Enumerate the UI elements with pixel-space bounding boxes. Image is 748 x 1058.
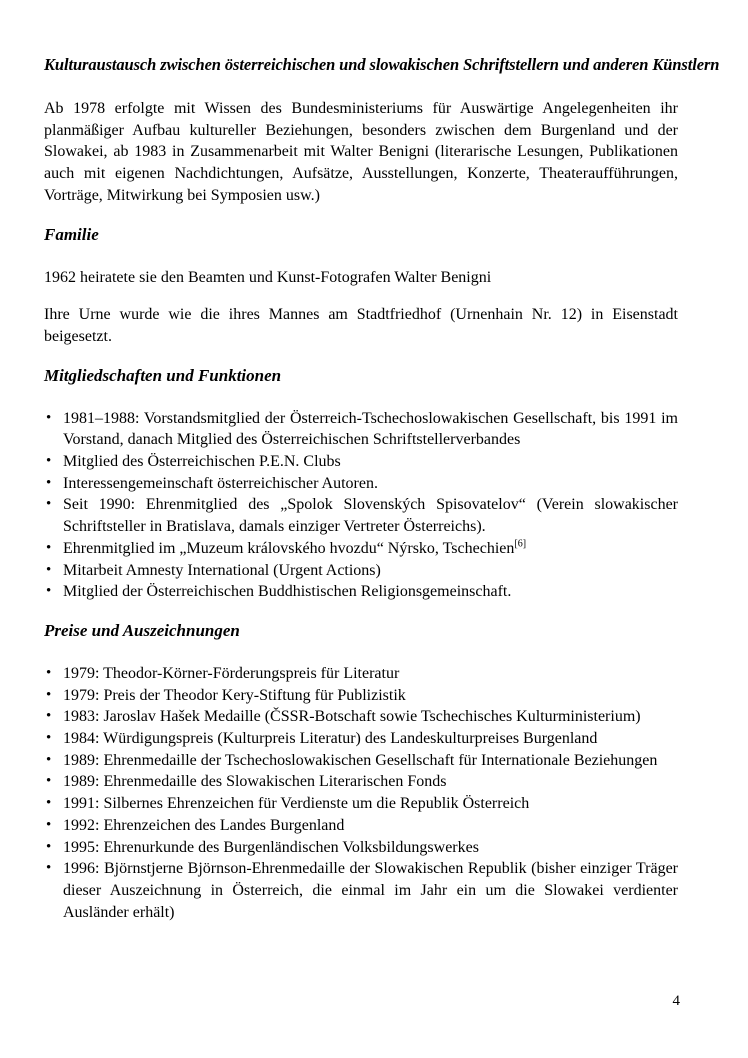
paragraph-familie-heirat: 1962 heiratete sie den Beamten und Kunst-Fotografen Walter Benigni	[44, 268, 492, 286]
list-item-text: 1989: Ehrenmedaille des Slowakischen Literarischen Fonds	[63, 773, 447, 791]
list-item-text: 1989: Ehrenmedaille der Tschechoslowakischen Gesellschaft für Internationale Beziehungen	[63, 751, 658, 769]
list-item-text: Mitglied des Österreichischen P.E.N. Clubs	[63, 453, 341, 471]
list-item	[44, 663, 678, 685]
list-item-text: 1992: Ehrenzeichen des Landes Burgenland	[63, 816, 345, 834]
list-item-text: 1984: Würdigungspreis (Kulturpreis Literatur) des Landeskulturpreises Burgenland	[63, 730, 598, 748]
list-item-text: Seit 1990: Ehrenmitglied des „Spolok Slovenských Spisovatelov“ (Verein slowakischer Schriftsteller in Bratislava, damals einziger Vertreter Österreichs).	[63, 496, 678, 536]
list-item-text: 1983: Jaroslav Hašek Medaille (ČSSR-Botschaft sowie Tschechisches Kulturministerium)	[63, 708, 641, 726]
list-item-text: 1996: Björnstjerne Björnson-Ehrenmedaille der Slowakischen Republik (bisher einziger Träger dieser Auszeichnung in Österreich, die einmal im Jahr ein um die Slowakei verdienter Ausländer erhält)	[63, 860, 678, 921]
list-item	[44, 815, 678, 837]
bullet-icon: •	[46, 583, 52, 600]
list-item-text: 1995: Ehrenurkunde des Burgenländischen Volksbildungswerkes	[63, 838, 479, 856]
list-item-text: Ehrenmitglied im „Muzeum královského hvozdu“ Nýrsko, Tschechien	[63, 539, 515, 557]
bullet-icon: •	[46, 816, 52, 833]
bullet-icon: •	[46, 751, 52, 768]
bullet-icon: •	[46, 795, 52, 812]
bullet-icon: •	[46, 539, 52, 556]
list-item-text: Interessengemeinschaft österreichischer Autoren.	[63, 474, 378, 492]
list-item-text: Mitarbeit Amnesty International (Urgent Actions)	[63, 561, 381, 579]
page-content	[44, 55, 720, 939]
bullet-icon: •	[46, 838, 52, 855]
paragraph-kulturaustausch: Ab 1978 erfolgte mit Wissen des Bundesministeriums für Auswärtige Angelegenheiten ihr planmäßiger Aufbau kultureller Beziehungen, besonders zwischen dem Burgenland und der Slowakei, ab 1983 in Zusammenarbeit mit Walter Benigni (literarische Lesungen, Publikationen auch mit eigenen Nachdichtungen, Aufsätze, Ausstellungen, Konzerte, Theateraufführungen, Vorträge, Mitwirkung bei Symposien usw.)	[44, 100, 678, 204]
list-item	[44, 771, 678, 793]
section-heading-preise: Preise und Auszeichnungen	[44, 620, 240, 640]
list-item-text: 1979: Preis der Theodor Kery-Stiftung für Publizistik	[63, 686, 406, 704]
bullet-icon: •	[46, 686, 52, 703]
list-item	[44, 538, 678, 560]
bullet-icon: •	[46, 453, 52, 470]
bullet-icon: •	[46, 561, 52, 578]
page-number: 4	[672, 993, 680, 1009]
list-item-text: 1991: Silbernes Ehrenzeichen für Verdienste um die Republik Österreich	[63, 795, 530, 813]
list-item	[44, 560, 678, 582]
bullet-icon: •	[46, 409, 52, 426]
bullet-icon: •	[46, 664, 52, 681]
list-item	[44, 858, 678, 923]
list-item	[44, 581, 678, 603]
list-item	[44, 685, 678, 707]
footnote-ref-6: [6]	[514, 538, 527, 550]
list-item	[44, 750, 678, 772]
list-item	[44, 706, 678, 728]
list-item-text: Mitglied der Österreichischen Buddhistischen Religionsgemeinschaft.	[63, 583, 512, 601]
bullet-icon: •	[46, 860, 52, 877]
section-heading-kulturaustausch: Kulturaustausch zwischen österreichischen und slowakischen Schriftstellern und anderen Künstlern	[44, 55, 720, 74]
bullet-icon: •	[46, 474, 52, 491]
paragraph-familie-urne: Ihre Urne wurde wie die ihres Mannes am Stadtfriedhof (Urnenhain Nr. 12) in Eisenstadt beigesetzt.	[44, 306, 678, 345]
bullet-icon: •	[46, 773, 52, 790]
list-item	[44, 837, 678, 859]
list-item-text: 1981–1988: Vorstandsmitglied der Österreich-Tschechoslowakischen Gesellschaft, bis 1991 im Vorstand, danach Mitglied des Österreichischen Schriftstellerverbandes	[63, 409, 678, 449]
section-heading-mitgliedschaften: Mitgliedschaften und Funktionen	[44, 365, 282, 385]
awards-list	[44, 663, 678, 923]
list-item-text: 1979: Theodor-Körner-Förderungspreis für Literatur	[63, 664, 400, 682]
list-item	[44, 451, 678, 473]
list-item	[44, 494, 678, 537]
list-item	[44, 728, 678, 750]
bullet-icon: •	[46, 496, 52, 513]
bullet-icon: •	[46, 730, 52, 747]
membership-list	[44, 408, 678, 603]
list-item	[44, 408, 678, 451]
section-heading-familie: Familie	[44, 224, 99, 244]
list-item	[44, 793, 678, 815]
bullet-icon: •	[46, 708, 52, 725]
list-item	[44, 473, 678, 495]
